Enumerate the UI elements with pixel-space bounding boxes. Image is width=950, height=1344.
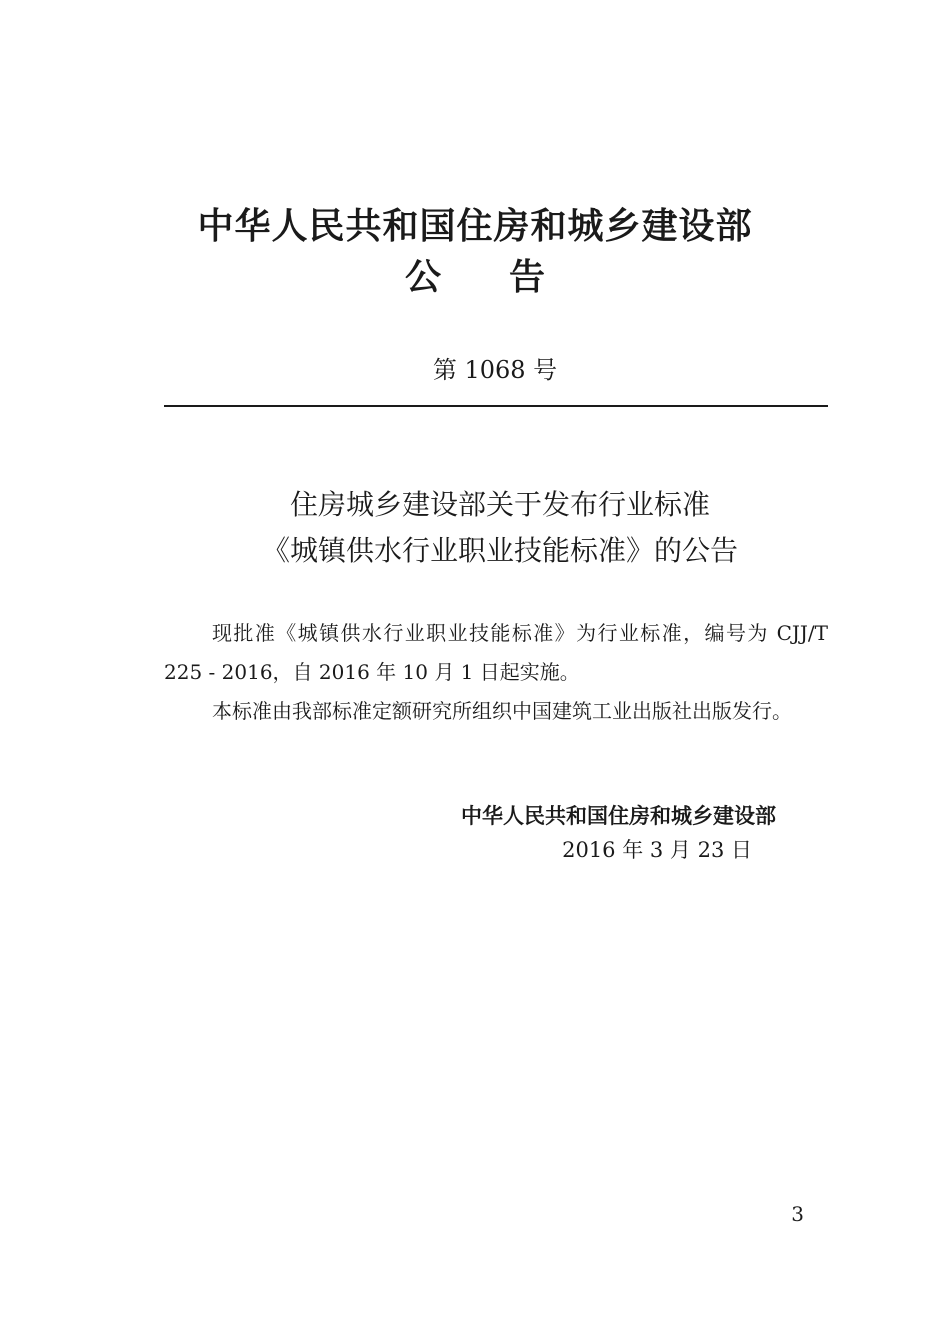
notice-title: 公告 bbox=[404, 257, 613, 298]
body-paragraph-2: 本标准由我部标准定额研究所组织中国建筑工业出版社出版发行。 bbox=[212, 699, 792, 723]
issuer-signature: 中华人民共和国住房和城乡建设部 bbox=[461, 804, 776, 828]
subject-line-1: 住房城乡建设部关于发布行业标准 bbox=[289, 488, 710, 521]
issue-date: 2016 年 3 月 23 日 bbox=[562, 838, 752, 862]
ministry-title: 中华人民共和国住房和城乡建设部 bbox=[197, 206, 753, 247]
subject-line-2: 《城镇供水行业职业技能标准》的公告 bbox=[261, 534, 738, 567]
header-divider bbox=[164, 405, 828, 407]
page-number: 3 bbox=[791, 1202, 804, 1226]
body-paragraph-1: 现批准《城镇供水行业职业技能标准》为行业标准，编号为 CJJ/T 225 - 2016，自 2016 年 10 月 1 日起实施。 bbox=[164, 621, 828, 684]
notice-number: 第 1068 号 bbox=[432, 356, 558, 384]
